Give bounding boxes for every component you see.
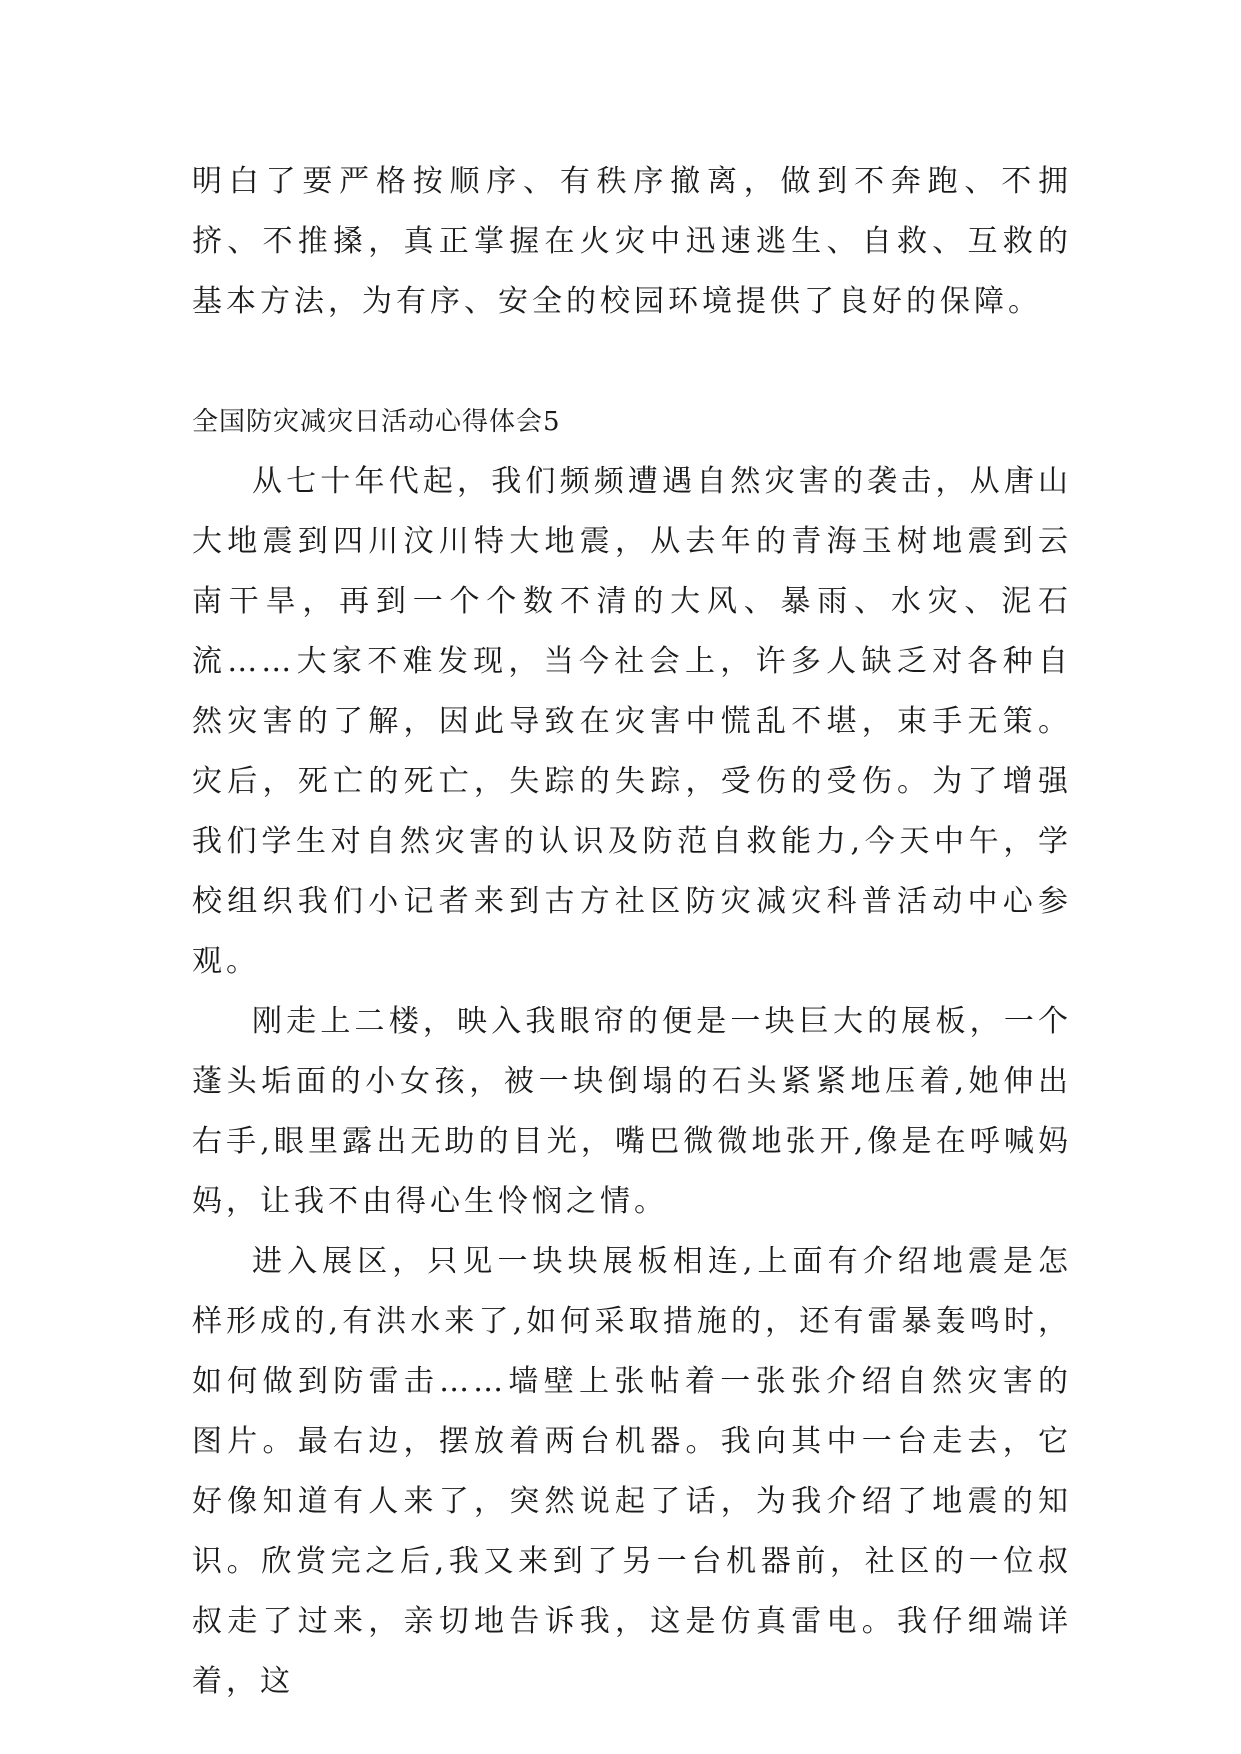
body-paragraph: 进入展区，只见一块块展板相连,上面有介绍地震是怎样形成的,有洪水来了,如何采取措施的，还有雷暴轰鸣时，如何做到防雷击……墙壁上张帖着一张张介绍自然灾害的图片。最右边，摆放着两台机器。我向其中一台走去，它好像知道有人来了，突然说起了话，为我介绍了地震的知识。欣赏完之后,我又来到了另一台机器前，社区的一位叔叔走了过来，亲切地告诉我，这是仿真雷电。我仔细端详着，这 (192, 1244, 1072, 1699)
body-paragraph: 刚走上二楼，映入我眼帘的便是一块巨大的展板，一个蓬头垢面的小女孩，被一块倒塌的石头紧紧地压着,她伸出右手,眼里露出无助的目光，嘴巴微微地张开,像是在呼喊妈妈，让我不由得心生怜悯之情。 (192, 1004, 1072, 1219)
section-title: 全国防灾减灾日活动心得体会5 (192, 407, 561, 437)
document-body (192, 152, 1072, 1712)
body-paragraph: 从七十年代起，我们频频遭遇自然灾害的袭击，从唐山大地震到四川汶川特大地震，从去年的青海玉树地震到云南干旱，再到一个个数不清的大风、暴雨、水灾、泥石流……大家不难发现，当今社会上，许多人缺乏对各种自然灾害的了解，因此导致在灾害中慌乱不堪，束手无策。灾后，死亡的死亡，失踪的失踪，受伤的受伤。为了增强我们学生对自然灾害的认识及防范自救能力,今天中午，学校组织我们小记者来到古方社区防灾减灾科普活动中心参观。 (192, 464, 1072, 979)
continued-paragraph: 明白了要严格按顺序、有秩序撤离，做到不奔跑、不拥挤、不推搡，真正掌握在火灾中迅速逃生、自救、互救的基本方法，为有序、安全的校园环境提供了良好的保障。 (192, 164, 1072, 319)
